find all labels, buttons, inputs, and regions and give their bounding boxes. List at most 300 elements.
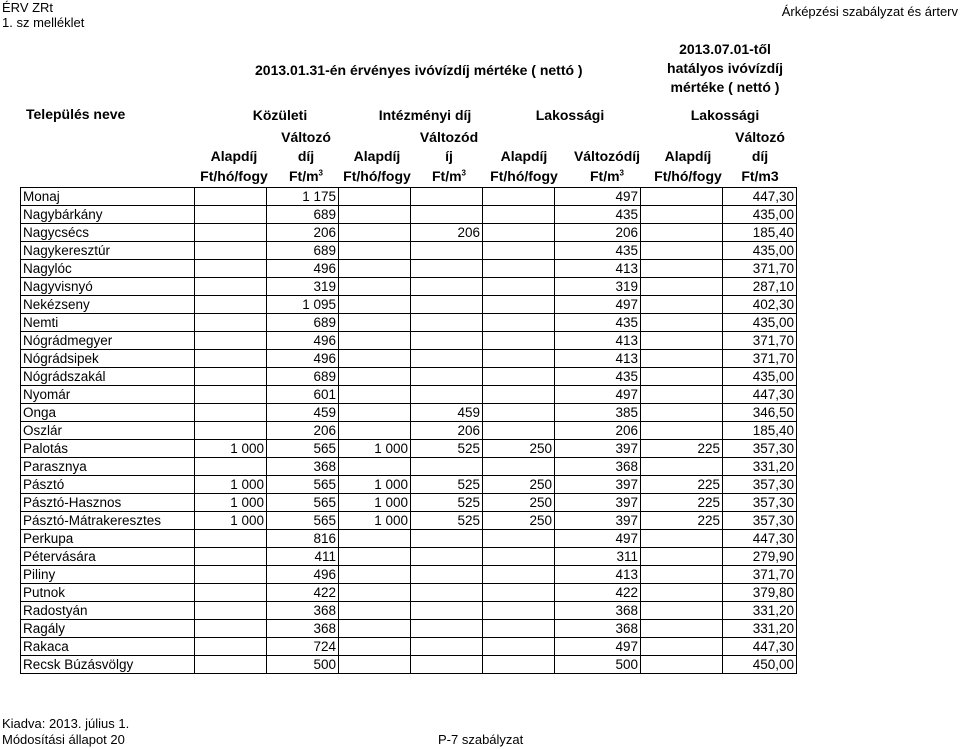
fee-cell-i-valt (411, 332, 483, 350)
k-dij-label: díj (297, 148, 315, 164)
fee-cell-l-alap: 250 (483, 512, 555, 530)
k-alapdij-label: Alapdíj (210, 148, 258, 164)
fee-cell-n-valt: 450,00 (723, 656, 797, 674)
settlement-name-cell: Nagybárkány (21, 206, 195, 224)
fee-cell-i-valt (411, 242, 483, 260)
document-reference: P-7 szabályzat (438, 732, 524, 747)
fee-cell-k-valt: 565 (267, 440, 339, 458)
fee-cell-n-alap (641, 224, 723, 242)
company-name: ÉRV ZRt (2, 0, 54, 15)
i-ij-label: íj (445, 148, 453, 164)
fee-cell-k-alap (195, 206, 267, 224)
settlement-name-cell: Putnok (21, 584, 195, 602)
fee-cell-l-alap (483, 278, 555, 296)
fee-cell-l-valt: 422 (555, 584, 641, 602)
intezmenyi-header: Intézményi díj (378, 107, 472, 123)
fee-cell-l-valt: 497 (555, 386, 641, 404)
fee-cell-i-valt: 525 (411, 440, 483, 458)
fee-cell-l-alap (483, 350, 555, 368)
fee-cell-k-alap (195, 422, 267, 440)
settlement-name-cell: Nógrádmegyer (21, 332, 195, 350)
fee-cell-n-valt: 371,70 (723, 260, 797, 278)
fee-cell-n-alap (641, 314, 723, 332)
fee-cell-k-alap (195, 224, 267, 242)
fee-cell-n-alap (641, 602, 723, 620)
fee-cell-k-valt: 1 175 (267, 188, 339, 206)
n-unit-base: Ft/hó/fogy (654, 168, 722, 184)
table-row (21, 620, 797, 638)
fee-cell-n-valt: 447,30 (723, 386, 797, 404)
fee-cell-k-valt: 565 (267, 476, 339, 494)
fee-cell-l-alap (483, 422, 555, 440)
fee-cell-i-alap (339, 620, 411, 638)
table-row (21, 188, 797, 206)
fee-cell-i-valt (411, 188, 483, 206)
fee-cell-k-valt: 496 (267, 260, 339, 278)
settlement-header: Település neve (26, 106, 126, 122)
fee-cell-l-alap (483, 242, 555, 260)
issue-date: Kiadva: 2013. július 1. (2, 716, 130, 731)
fee-cell-i-alap (339, 260, 411, 278)
fee-cell-k-valt: 816 (267, 530, 339, 548)
fee-cell-i-alap (339, 404, 411, 422)
table-row (21, 422, 797, 440)
fee-cell-i-alap (339, 188, 411, 206)
fee-cell-n-alap (641, 638, 723, 656)
fee-cell-i-alap (339, 332, 411, 350)
fee-cell-n-alap (641, 584, 723, 602)
table-row (21, 368, 797, 386)
fee-cell-l-valt: 385 (555, 404, 641, 422)
lakossagi-old-header: Lakossági (535, 107, 605, 123)
l-unit-var: $Ft/m^3$ (589, 168, 624, 184)
fee-cell-k-valt: 206 (267, 422, 339, 440)
settlement-name-cell: Parasznya (21, 458, 195, 476)
fee-cell-i-valt: 525 (411, 512, 483, 530)
settlement-name-cell: Pásztó-Hasznos (21, 494, 195, 512)
fee-cell-k-alap (195, 314, 267, 332)
fee-cell-i-valt (411, 386, 483, 404)
fee-cell-l-alap (483, 638, 555, 656)
fee-cell-k-valt: 689 (267, 368, 339, 386)
fee-cell-n-alap (641, 278, 723, 296)
fee-cell-n-valt: 331,20 (723, 620, 797, 638)
fee-cell-i-alap (339, 368, 411, 386)
fee-cell-l-valt: 319 (555, 278, 641, 296)
settlement-name-cell: Palotás (21, 440, 195, 458)
fee-cell-k-alap (195, 296, 267, 314)
fee-cell-l-valt: 397 (555, 494, 641, 512)
fee-cell-n-alap (641, 656, 723, 674)
table-row (21, 296, 797, 314)
old-fee-group-title: 2013.01.31-én érvényes ivóvízdíj mértéke ( nettó ) (255, 62, 583, 78)
fee-cell-i-alap (339, 530, 411, 548)
fee-cell-i-alap (339, 458, 411, 476)
fee-cell-k-alap (195, 386, 267, 404)
fee-cell-i-valt (411, 602, 483, 620)
settlement-name-cell: Nemti (21, 314, 195, 332)
settlement-name-cell: Nekézseny (21, 296, 195, 314)
fee-cell-i-alap: 1 000 (339, 440, 411, 458)
fee-cell-n-valt: 357,30 (723, 494, 797, 512)
new-fee-title-line2: hatályos ivóvízdíj (667, 60, 783, 76)
fee-cell-l-alap (483, 584, 555, 602)
fee-cell-n-valt: 185,40 (723, 224, 797, 242)
fee-cell-k-valt: 1 095 (267, 296, 339, 314)
fee-cell-i-alap (339, 656, 411, 674)
table-row (21, 458, 797, 476)
revision-state: Módosítási állapot 20 (2, 732, 125, 747)
table-row (21, 602, 797, 620)
fee-cell-n-alap (641, 386, 723, 404)
settlement-name-cell: Nógrádszakál (21, 368, 195, 386)
fee-cell-n-valt: 357,30 (723, 440, 797, 458)
fee-cell-l-valt: 368 (555, 602, 641, 620)
settlement-name-cell: Onga (21, 404, 195, 422)
fee-cell-k-valt: 496 (267, 566, 339, 584)
fee-cell-l-alap (483, 656, 555, 674)
fee-cell-k-valt: 496 (267, 350, 339, 368)
new-fee-title-line1: 2013.07.01-től (679, 41, 771, 57)
fee-cell-n-alap (641, 188, 723, 206)
l-unit-base: Ft/hó/fogy (490, 168, 558, 184)
fee-cell-n-valt: 379,80 (723, 584, 797, 602)
fee-cell-l-valt: 368 (555, 620, 641, 638)
fee-cell-i-valt (411, 656, 483, 674)
fee-cell-n-valt: 447,30 (723, 638, 797, 656)
settlement-name-cell: Nagyvisnyó (21, 278, 195, 296)
fee-cell-k-valt: 422 (267, 584, 339, 602)
settlement-name-cell: Rakaca (21, 638, 195, 656)
fee-cell-i-valt (411, 530, 483, 548)
fee-cell-n-alap: 225 (641, 512, 723, 530)
fee-cell-l-alap: 250 (483, 494, 555, 512)
n-alapdij-label: Alapdíj (664, 148, 712, 164)
table-row (21, 224, 797, 242)
fee-cell-n-alap (641, 422, 723, 440)
fee-cell-n-alap (641, 620, 723, 638)
k-unit-base: Ft/hó/fogy (200, 168, 268, 184)
fee-cell-l-valt: 497 (555, 296, 641, 314)
fee-cell-k-alap (195, 656, 267, 674)
settlement-name-cell: Nagylóc (21, 260, 195, 278)
i-unit-var: $Ft/m^3$ (431, 168, 466, 184)
table-row (21, 656, 797, 674)
fee-cell-n-alap (641, 206, 723, 224)
table-row (21, 260, 797, 278)
fee-cell-l-alap (483, 332, 555, 350)
fee-cell-l-valt: 435 (555, 206, 641, 224)
fee-cell-i-alap (339, 206, 411, 224)
fee-cell-n-valt: 371,70 (723, 332, 797, 350)
fee-cell-k-alap (195, 332, 267, 350)
fee-cell-l-alap (483, 206, 555, 224)
fee-cell-k-alap (195, 368, 267, 386)
fee-cell-l-valt: 413 (555, 332, 641, 350)
fee-cell-l-alap (483, 260, 555, 278)
fee-cell-l-valt: 311 (555, 548, 641, 566)
fee-cell-l-valt: 497 (555, 638, 641, 656)
fee-cell-k-alap (195, 458, 267, 476)
fee-cell-l-valt: 397 (555, 476, 641, 494)
table-row (21, 638, 797, 656)
table-row (21, 386, 797, 404)
fee-cell-i-valt (411, 458, 483, 476)
fee-cell-i-valt (411, 296, 483, 314)
table-row (21, 206, 797, 224)
fee-cell-i-alap (339, 602, 411, 620)
fee-cell-n-valt: 287,10 (723, 278, 797, 296)
table-row (21, 314, 797, 332)
settlement-name-cell: Oszlár (21, 422, 195, 440)
fee-cell-k-valt: 724 (267, 638, 339, 656)
fee-cell-n-valt: 447,30 (723, 530, 797, 548)
fee-cell-l-valt: 413 (555, 566, 641, 584)
fee-cell-i-alap (339, 566, 411, 584)
fee-cell-n-alap: 225 (641, 494, 723, 512)
fee-cell-i-valt (411, 350, 483, 368)
table-row (21, 512, 797, 530)
settlement-name-cell: Ragály (21, 620, 195, 638)
fee-cell-i-valt: 525 (411, 476, 483, 494)
fee-cell-i-alap (339, 224, 411, 242)
fee-cell-k-alap (195, 278, 267, 296)
fee-cell-k-valt: 459 (267, 404, 339, 422)
fee-cell-k-alap (195, 188, 267, 206)
fee-cell-k-valt: 206 (267, 224, 339, 242)
fee-cell-k-alap: 1 000 (195, 440, 267, 458)
fee-cell-i-valt: 206 (411, 224, 483, 242)
settlement-name-cell: Nagykeresztúr (21, 242, 195, 260)
i-alapdij-label: Alapdíj (353, 148, 401, 164)
n-valtozo-label: Változó (735, 129, 785, 145)
settlement-name-cell: Pásztó (21, 476, 195, 494)
settlement-name-cell: Nagycsécs (21, 224, 195, 242)
fee-cell-i-alap: 1 000 (339, 494, 411, 512)
fee-cell-n-alap (641, 566, 723, 584)
fee-cell-l-valt: 413 (555, 350, 641, 368)
fee-cell-l-valt: 206 (555, 422, 641, 440)
l-valtozodij-label: Változódíj (573, 148, 641, 164)
fee-cell-k-alap (195, 620, 267, 638)
fee-cell-k-alap (195, 566, 267, 584)
kozuleti-header: Közületi (252, 107, 308, 123)
fee-cell-n-alap (641, 332, 723, 350)
fee-cell-n-valt: 346,50 (723, 404, 797, 422)
fee-cell-i-alap: 1 000 (339, 476, 411, 494)
fee-cell-i-valt (411, 584, 483, 602)
fee-cell-l-alap (483, 224, 555, 242)
fee-cell-n-valt: 435,00 (723, 368, 797, 386)
fee-cell-i-valt: 525 (411, 494, 483, 512)
fee-cell-l-alap (483, 386, 555, 404)
fee-cell-i-valt (411, 368, 483, 386)
fee-cell-n-alap: 225 (641, 440, 723, 458)
fee-cell-n-valt: 371,70 (723, 350, 797, 368)
l-alapdij-label: Alapdíj (500, 148, 548, 164)
fee-cell-n-valt: 447,30 (723, 188, 797, 206)
table-row (21, 548, 797, 566)
fee-cell-l-valt: 500 (555, 656, 641, 674)
fee-cell-k-alap (195, 638, 267, 656)
settlement-name-cell: Nógrádsipek (21, 350, 195, 368)
fee-cell-k-valt: 368 (267, 620, 339, 638)
fee-cell-k-alap: 1 000 (195, 476, 267, 494)
fee-cell-k-valt: 500 (267, 656, 339, 674)
fee-cell-k-alap (195, 404, 267, 422)
table-row (21, 530, 797, 548)
table-row (21, 404, 797, 422)
fee-cell-i-alap (339, 278, 411, 296)
fee-cell-k-valt: 689 (267, 206, 339, 224)
fee-cell-k-valt: 689 (267, 314, 339, 332)
fee-cell-k-alap (195, 584, 267, 602)
n-dij-label: díj (751, 148, 769, 164)
fee-cell-n-alap (641, 548, 723, 566)
fee-cell-n-alap (641, 458, 723, 476)
fee-cell-n-valt: 357,30 (723, 512, 797, 530)
i-unit-base: Ft/hó/fogy (343, 168, 411, 184)
fee-cell-k-alap (195, 548, 267, 566)
settlement-name-cell: Monaj (21, 188, 195, 206)
fee-cell-i-valt (411, 314, 483, 332)
fee-cell-i-alap (339, 548, 411, 566)
fee-cell-i-valt (411, 278, 483, 296)
fee-cell-l-alap (483, 620, 555, 638)
fee-cell-i-alap (339, 242, 411, 260)
fee-cell-i-valt (411, 548, 483, 566)
fee-cell-l-alap (483, 602, 555, 620)
annex-label: 1. sz melléklet (2, 15, 85, 30)
fee-cell-l-valt: 435 (555, 314, 641, 332)
table-row (21, 278, 797, 296)
fee-cell-i-valt: 459 (411, 404, 483, 422)
fee-cell-l-alap (483, 188, 555, 206)
settlement-name-cell: Piliny (21, 566, 195, 584)
fee-cell-k-valt: 319 (267, 278, 339, 296)
fee-cell-l-valt: 497 (555, 530, 641, 548)
fee-cell-n-valt: 357,30 (723, 476, 797, 494)
fee-cell-l-valt: 368 (555, 458, 641, 476)
settlement-name-cell: Pásztó-Mátrakeresztes (21, 512, 195, 530)
fee-cell-l-alap (483, 548, 555, 566)
fee-cell-n-alap (641, 404, 723, 422)
fee-cell-k-alap (195, 260, 267, 278)
table-row (21, 476, 797, 494)
fee-cell-l-valt: 397 (555, 440, 641, 458)
fee-cell-i-alap (339, 314, 411, 332)
k-unit-var: $Ft/m^3$ (288, 168, 323, 184)
fee-cell-k-valt: 496 (267, 332, 339, 350)
fee-cell-l-valt: 206 (555, 224, 641, 242)
water-fee-table (20, 187, 797, 674)
new-fee-title-line3: mértéke ( nettó ) (670, 79, 780, 95)
fee-cell-k-valt: 368 (267, 602, 339, 620)
fee-cell-n-alap (641, 260, 723, 278)
fee-cell-n-valt: 331,20 (723, 602, 797, 620)
fee-cell-l-valt: 497 (555, 188, 641, 206)
fee-cell-k-valt: 565 (267, 512, 339, 530)
fee-cell-k-alap (195, 242, 267, 260)
fee-cell-k-valt: 689 (267, 242, 339, 260)
fee-cell-n-alap (641, 368, 723, 386)
fee-cell-n-alap (641, 350, 723, 368)
fee-cell-k-alap (195, 602, 267, 620)
fee-cell-l-valt: 435 (555, 242, 641, 260)
settlement-name-cell: Recsk Búzásvölgy (21, 656, 195, 674)
fee-cell-n-valt: 402,30 (723, 296, 797, 314)
fee-cell-l-alap (483, 314, 555, 332)
fee-cell-i-valt (411, 638, 483, 656)
fee-cell-n-alap (641, 296, 723, 314)
fee-cell-n-valt: 371,70 (723, 566, 797, 584)
fee-cell-l-alap (483, 458, 555, 476)
fee-cell-i-alap (339, 422, 411, 440)
k-valtozo-label: Változó (281, 129, 331, 145)
fee-cell-k-alap (195, 350, 267, 368)
fee-cell-i-valt (411, 566, 483, 584)
i-valtozod-label: Változód (419, 129, 479, 145)
fee-cell-n-alap (641, 242, 723, 260)
fee-cell-i-alap (339, 386, 411, 404)
fee-cell-l-alap (483, 566, 555, 584)
fee-cell-k-valt: 411 (267, 548, 339, 566)
fee-cell-k-valt: 601 (267, 386, 339, 404)
fee-cell-l-alap: 250 (483, 476, 555, 494)
fee-cell-l-alap (483, 368, 555, 386)
fee-cell-k-valt: 565 (267, 494, 339, 512)
fee-cell-n-valt: 331,20 (723, 458, 797, 476)
fee-cell-l-valt: 397 (555, 512, 641, 530)
fee-cell-n-valt: 435,00 (723, 206, 797, 224)
fee-cell-i-valt (411, 206, 483, 224)
fee-cell-i-valt (411, 620, 483, 638)
table-row (21, 350, 797, 368)
fee-cell-n-valt: 185,40 (723, 422, 797, 440)
settlement-name-cell: Nyomár (21, 386, 195, 404)
fee-cell-k-alap (195, 530, 267, 548)
settlement-name-cell: Radostyán (21, 602, 195, 620)
fee-cell-k-alap: 1 000 (195, 494, 267, 512)
fee-cell-l-alap (483, 404, 555, 422)
fee-cell-i-alap (339, 296, 411, 314)
settlement-name-cell: Perkupa (21, 530, 195, 548)
fee-cell-i-valt (411, 260, 483, 278)
fee-cell-i-alap (339, 350, 411, 368)
table-row (21, 584, 797, 602)
fee-cell-i-alap (339, 584, 411, 602)
fee-cell-n-alap (641, 530, 723, 548)
fee-cell-k-valt: 368 (267, 458, 339, 476)
document-title: Árképzési szabályzat és árterv (781, 4, 958, 19)
lakossagi-new-header: Lakossági (690, 107, 760, 123)
fee-cell-l-valt: 413 (555, 260, 641, 278)
fee-cell-i-alap (339, 638, 411, 656)
table-row (21, 566, 797, 584)
fee-cell-n-valt: 435,00 (723, 242, 797, 260)
fee-cell-l-alap (483, 296, 555, 314)
fee-cell-k-alap: 1 000 (195, 512, 267, 530)
fee-cell-n-valt: 435,00 (723, 314, 797, 332)
fee-cell-i-alap: 1 000 (339, 512, 411, 530)
table-row (21, 332, 797, 350)
n-unit-var: Ft/m3 (741, 168, 779, 184)
fee-cell-i-valt: 206 (411, 422, 483, 440)
fee-cell-n-alap: 225 (641, 476, 723, 494)
table-row (21, 242, 797, 260)
table-row (21, 494, 797, 512)
fee-cell-n-valt: 279,90 (723, 548, 797, 566)
